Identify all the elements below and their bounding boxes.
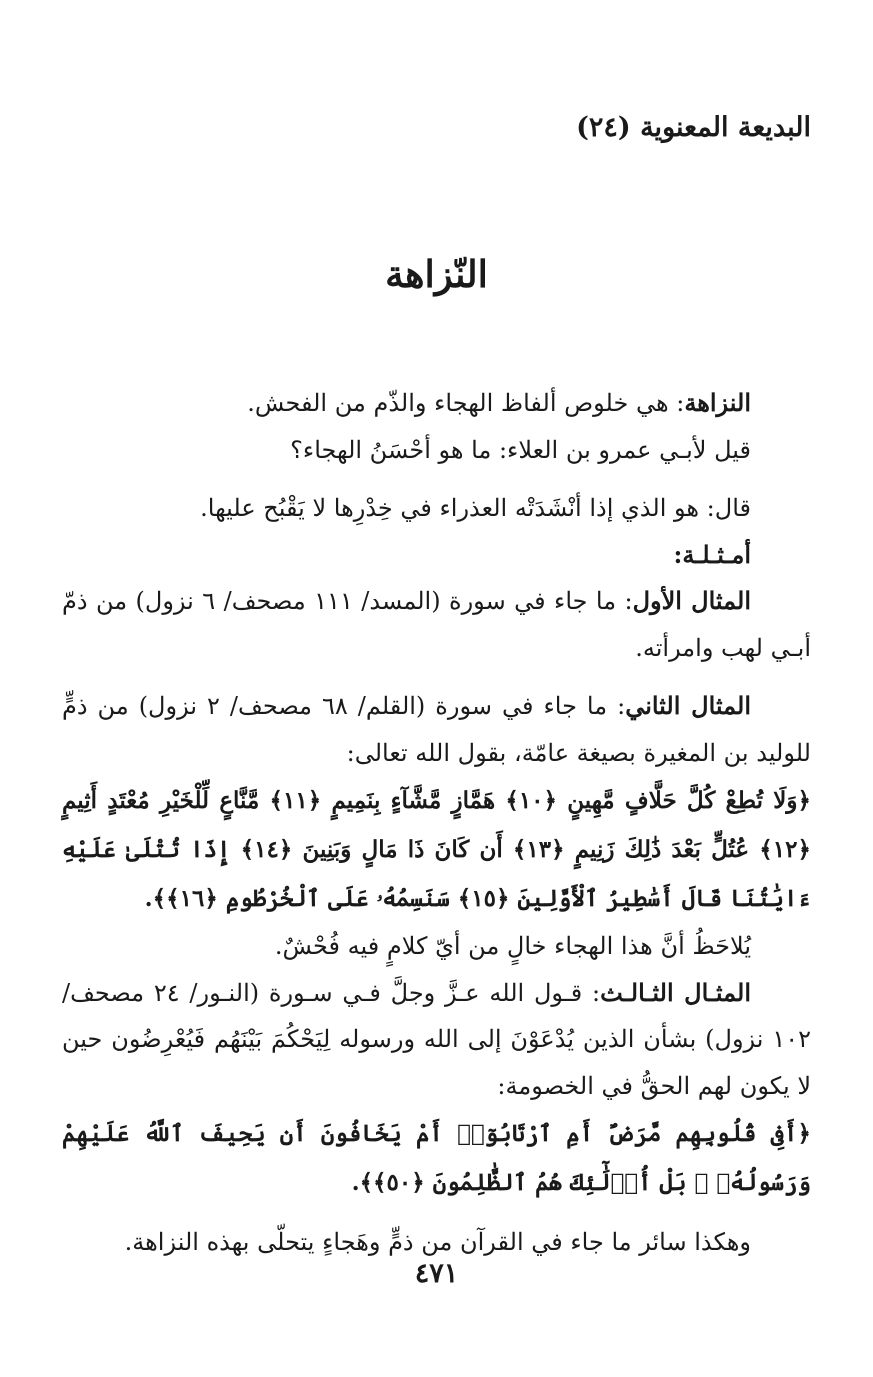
quran-verse-block-1: ﴿وَلَا تُطِعْ كُلَّ حَلَّافٍ مَّهِينٍ ﴿١٠﴾ هَمَّازٍ مَّشَّآءٍ بِنَمِيمٍ ﴿١١﴾ مَّنَّاعٍ لِّلْخَيْرِ مُعْتَدٍ أَثِيمٍ ﴿١٢﴾ عُتُلٍّ بَعْدَ ذَٰلِكَ زَنِيمٍ ﴿١٣﴾ أَن كَانَ ذَا مَالٍ وَبَنِينَ ﴿١٤﴾ إِذَا تُتْلَىٰ عَلَيْهِ ءَايَٰتُنَا قَالَ أَسَٰطِيرُ ٱلْأَوَّلِينَ ﴿١٥﴾ سَنَسِمُهُۥ عَلَى ٱلْخُرْطُومِ ﴿١٦﴾﴾.	[62, 787, 811, 912]
definition-paragraph	[62, 380, 811, 427]
answer-paragraph: قال: هو الذي إذا أنْشَدَتْه العذراء في خِدْرِها لا يَقْبُح عليها.	[200, 494, 751, 522]
example-2-term: المثال الثاني	[625, 691, 751, 720]
example-3-paragraph	[62, 970, 811, 1110]
page-body	[62, 380, 811, 1266]
example-1-paragraph	[62, 578, 811, 671]
definition-term: النزاهة	[684, 388, 751, 417]
examples-heading-text: أمـثـلـة:	[673, 539, 751, 569]
note-paragraph: يُلاحَظُ أنَّ هذا الهجاء خالٍ من أيّ كلامٍ فيه فُحْشٌ.	[274, 932, 751, 960]
examples-heading	[62, 532, 811, 579]
closing-paragraph: وهكذا سائر ما جاء في القرآن من ذمٍّ وهَجاءٍ يتحلّى بهذه النزاهة.	[124, 1228, 751, 1256]
definition-text: : هي خلوص ألفاظ الهجاء والذّم من الفحش.	[247, 389, 685, 417]
page-number: ٤٧١	[414, 1258, 459, 1289]
example-3-term: المثـال الثـالـث	[600, 977, 752, 1007]
example-1-term: المثال الأول	[632, 586, 751, 615]
quran-verse-block-2: ﴿أَفِى قُلُوبِهِم مَّرَضٌ أَمِ ٱرْتَابُوٓا۟ أَمْ يَخَافُونَ أَن يَحِيفَ ٱللَّهُ عَلَيْهِمْ وَرَسُولُهُۥ ۚ بَلْ أُو۟لَٰٓئِكَ هُمُ ٱلظَّٰلِمُونَ ﴿٥٠﴾﴾.	[62, 1120, 811, 1196]
example-1-text: : ما جاء في سورة (المسد/ ١١١ مصحف/ ٦ نزول) من ذمّ أبـي لهب وامرأته.	[62, 587, 811, 662]
example-3-text: : قـول الله عـزَّ وجلَّ فـي سـورة (النـور/ ٢٤ مصحف/ ١٠٢ نزول) بشأن الذين يُدْعَوْنَ إلى الله ورسوله لِيَحْكُمَ بَيْنَهُم فَيُعْرِضُون حين لا يكون لهم الحقُّ في الخصومة:	[62, 978, 811, 1100]
question-paragraph: قيل لأبـي عمرو بن العلاء: ما هو أحْسَنُ الهجاء؟	[290, 435, 751, 464]
chapter-title: النّزاهة	[385, 252, 488, 296]
running-header: البديعة المعنوية (٢٤)	[576, 112, 811, 143]
example-2-paragraph	[62, 683, 811, 776]
example-2-text: : ما جاء في سورة (القلم/ ٦٨ مصحف/ ٢ نزول) من ذمٍّ للوليد بن المغيرة بصيغة عامّة، بقول الله تعالى:	[62, 692, 811, 767]
